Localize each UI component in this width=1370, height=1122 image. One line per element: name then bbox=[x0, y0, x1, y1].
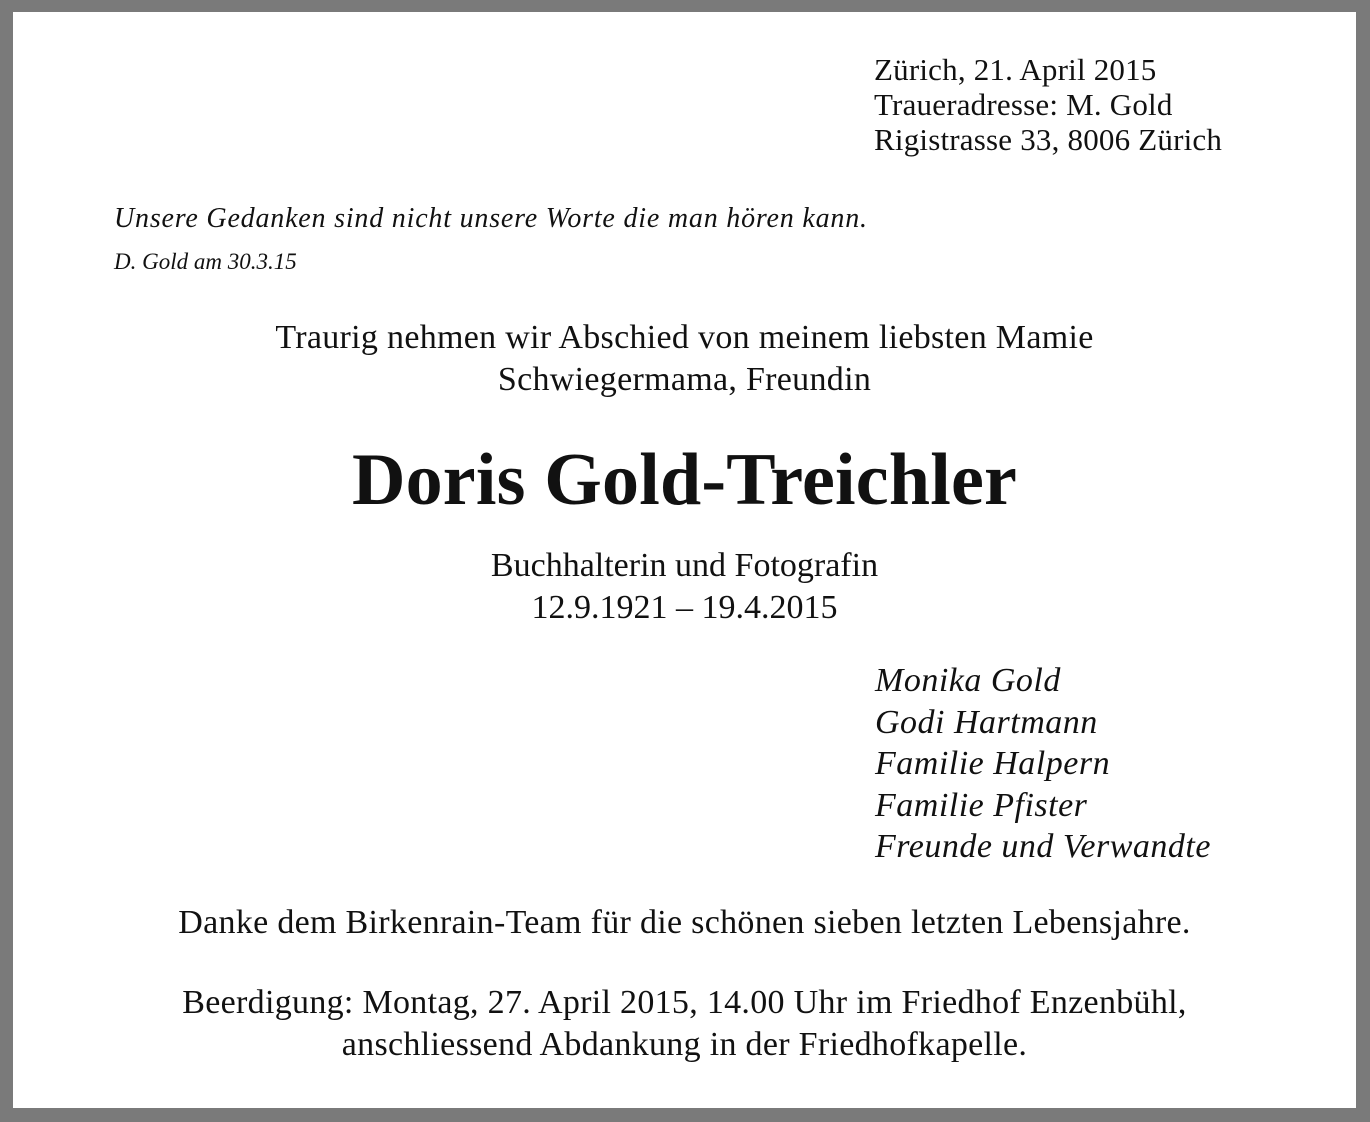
place-date: Zürich, 21. April 2015 bbox=[874, 52, 1157, 87]
life-dates: 12.9.1921 – 19.4.2015 bbox=[531, 589, 838, 626]
street-address: Rigistrasse 33, 8006 Zürich bbox=[874, 122, 1223, 157]
funeral-line-2: anschliessend Abdankung in der Friedhofkapelle. bbox=[341, 1026, 1028, 1063]
quote-attribution: D. Gold am 30.3.15 bbox=[114, 249, 297, 274]
thanks-text: Danke dem Birkenrain-Team für die schönen sieben letzten Lebensjahre. bbox=[178, 904, 1191, 941]
quote-text: Unsere Gedanken sind nicht unsere Worte die man hören kann. bbox=[114, 203, 868, 234]
deceased-name: Doris Gold-Treichler bbox=[351, 439, 1018, 521]
mourner-item: Godi Hartmann bbox=[875, 703, 1098, 741]
deceased-profession: Buchhalterin und Fotografin bbox=[490, 547, 879, 584]
mourning-address-label: Traueradresse: M. Gold bbox=[874, 87, 1173, 122]
mourner-item: Freunde und Verwandte bbox=[875, 828, 1211, 865]
funeral-info bbox=[13, 982, 1356, 1066]
funeral-line-1: Beerdigung: Montag, 27. April 2015, 14.00 Uhr im Friedhof Enzenbühl, bbox=[182, 984, 1187, 1021]
header-address-block bbox=[874, 52, 1222, 157]
mourners-list bbox=[875, 660, 1211, 868]
intro-line-1: Traurig nehmen wir Abschied von meinem liebsten Mamie bbox=[275, 319, 1094, 356]
mourner-item: Monika Gold bbox=[875, 662, 1061, 699]
intro-line-2: Schwiegermama, Freundin bbox=[497, 361, 872, 398]
intro-text bbox=[13, 317, 1356, 401]
obituary-page bbox=[13, 12, 1356, 1108]
mourner-item: Familie Pfister bbox=[875, 786, 1088, 824]
mourner-item: Familie Halpern bbox=[875, 745, 1111, 782]
